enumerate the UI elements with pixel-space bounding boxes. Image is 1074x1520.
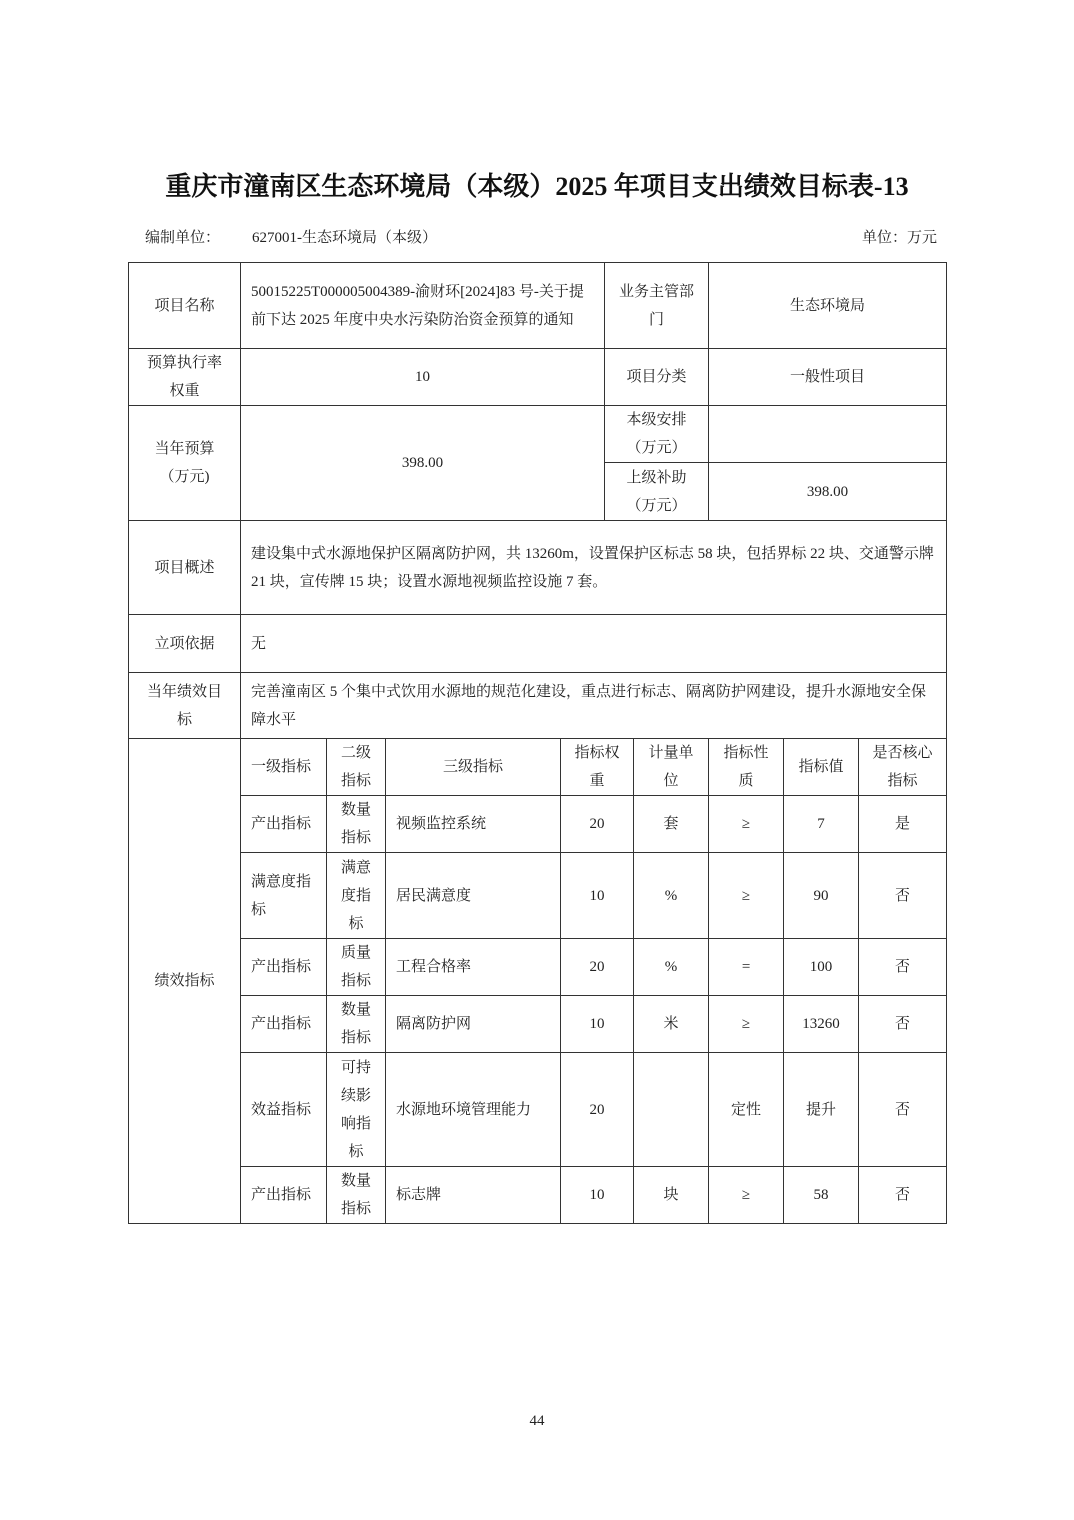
level1-cell: 产出指标	[241, 939, 327, 996]
unit-cell: %	[634, 939, 709, 996]
weight-cell: 20	[561, 939, 634, 996]
indicator-header-row	[129, 739, 947, 796]
upper-funding-value: 398.00	[709, 463, 947, 521]
local-funding-label: 本级安排（万元）	[605, 406, 709, 463]
weight-cell: 20	[561, 796, 634, 853]
nature-cell: 定性	[709, 1053, 784, 1167]
row-project-name	[129, 263, 947, 349]
basis-value: 无	[241, 615, 947, 673]
table-row	[129, 996, 947, 1053]
unit-cell	[634, 1053, 709, 1167]
value-cell: 13260	[784, 996, 859, 1053]
overview-label: 项目概述	[129, 521, 241, 615]
col-header-level2: 二级指标	[327, 739, 386, 796]
unit-cell: %	[634, 853, 709, 939]
col-header-core: 是否核心指标	[859, 739, 947, 796]
category-value: 一般性项目	[709, 349, 947, 406]
unit-cell: 米	[634, 996, 709, 1053]
core-cell: 否	[859, 1053, 947, 1167]
nature-cell: ≥	[709, 996, 784, 1053]
budget-value: 398.00	[241, 406, 605, 521]
level3-cell: 工程合格率	[386, 939, 561, 996]
level2-cell: 数量指标	[327, 996, 386, 1053]
weight-cell: 10	[561, 996, 634, 1053]
dept-value: 生态环境局	[709, 263, 947, 349]
level1-cell: 产出指标	[241, 996, 327, 1053]
level3-cell: 标志牌	[386, 1167, 561, 1224]
row-budget-local	[129, 406, 947, 463]
nature-cell: ≥	[709, 796, 784, 853]
row-basis	[129, 615, 947, 673]
core-cell: 否	[859, 1167, 947, 1224]
nature-cell: ≥	[709, 853, 784, 939]
row-weight	[129, 349, 947, 406]
value-cell: 提升	[784, 1053, 859, 1167]
weight-cell: 10	[561, 853, 634, 939]
level1-cell: 产出指标	[241, 1167, 327, 1224]
project-name-value: 50015225T000005004389-渝财环[2024]83 号-关于提前下达 2025 年度中央水污染防治资金预算的通知	[241, 263, 605, 349]
core-cell: 是	[859, 796, 947, 853]
table-row	[129, 1167, 947, 1224]
value-cell: 100	[784, 939, 859, 996]
level2-cell: 可持续影响指标	[327, 1053, 386, 1167]
level2-cell: 数量指标	[327, 1167, 386, 1224]
table-row	[129, 853, 947, 939]
level1-cell: 效益指标	[241, 1053, 327, 1167]
dept-label: 业务主管部门	[605, 263, 709, 349]
level3-cell: 隔离防护网	[386, 996, 561, 1053]
currency-unit: 单位：万元	[861, 230, 937, 246]
col-header-value: 指标值	[784, 739, 859, 796]
indicators-section-label: 绩效指标	[129, 739, 241, 1224]
local-funding-value	[709, 406, 947, 463]
upper-funding-label: 上级补助（万元）	[605, 463, 709, 521]
project-name-label: 项目名称	[129, 263, 241, 349]
value-cell: 90	[784, 853, 859, 939]
compiling-unit-value: 627001-生态环境局（本级）	[252, 230, 437, 246]
level2-cell: 数量指标	[327, 796, 386, 853]
row-goal	[129, 673, 947, 739]
level3-cell: 居民满意度	[386, 853, 561, 939]
performance-target-table	[128, 262, 947, 1224]
unit-cell: 块	[634, 1167, 709, 1224]
level3-cell: 视频监控系统	[386, 796, 561, 853]
compiling-unit-label: 编制单位：	[145, 230, 221, 246]
basis-label: 立项依据	[129, 615, 241, 673]
col-header-level3: 三级指标	[386, 739, 561, 796]
weight-cell: 20	[561, 1053, 634, 1167]
core-cell: 否	[859, 853, 947, 939]
goal-label: 当年绩效目标	[129, 673, 241, 739]
overview-value: 建设集中式水源地保护区隔离防护网，共 13260m，设置保护区标志 58 块，包括界标 22 块、交通警示牌 21 块，宣传牌 15 块；设置水源地视频监控设施 7 套。	[241, 521, 947, 615]
nature-cell: =	[709, 939, 784, 996]
budget-label: 当年预算（万元)	[129, 406, 241, 521]
col-header-level1: 一级指标	[241, 739, 327, 796]
table-row	[129, 939, 947, 996]
page-title: 重庆市潼南区生态环境局（本级）2025 年项目支出绩效目标表-13	[165, 172, 909, 201]
weight-label: 预算执行率权重	[129, 349, 241, 406]
weight-value: 10	[241, 349, 605, 406]
level3-cell: 水源地环境管理能力	[386, 1053, 561, 1167]
level2-cell: 满意度指标	[327, 853, 386, 939]
value-cell: 58	[784, 1167, 859, 1224]
page-number: 44	[529, 1413, 545, 1429]
weight-cell: 10	[561, 1167, 634, 1224]
table-row	[129, 796, 947, 853]
col-header-weight: 指标权重	[561, 739, 634, 796]
unit-cell: 套	[634, 796, 709, 853]
goal-value: 完善潼南区 5 个集中式饮用水源地的规范化建设，重点进行标志、隔离防护网建设，提升水源地安全保障水平	[241, 673, 947, 739]
col-header-nature: 指标性质	[709, 739, 784, 796]
row-overview	[129, 521, 947, 615]
level2-cell: 质量指标	[327, 939, 386, 996]
level1-cell: 产出指标	[241, 796, 327, 853]
core-cell: 否	[859, 996, 947, 1053]
col-header-unit: 计量单位	[634, 739, 709, 796]
level1-cell: 满意度指标	[241, 853, 327, 939]
value-cell: 7	[784, 796, 859, 853]
table-row	[129, 1053, 947, 1167]
core-cell: 否	[859, 939, 947, 996]
category-label: 项目分类	[605, 349, 709, 406]
nature-cell: ≥	[709, 1167, 784, 1224]
